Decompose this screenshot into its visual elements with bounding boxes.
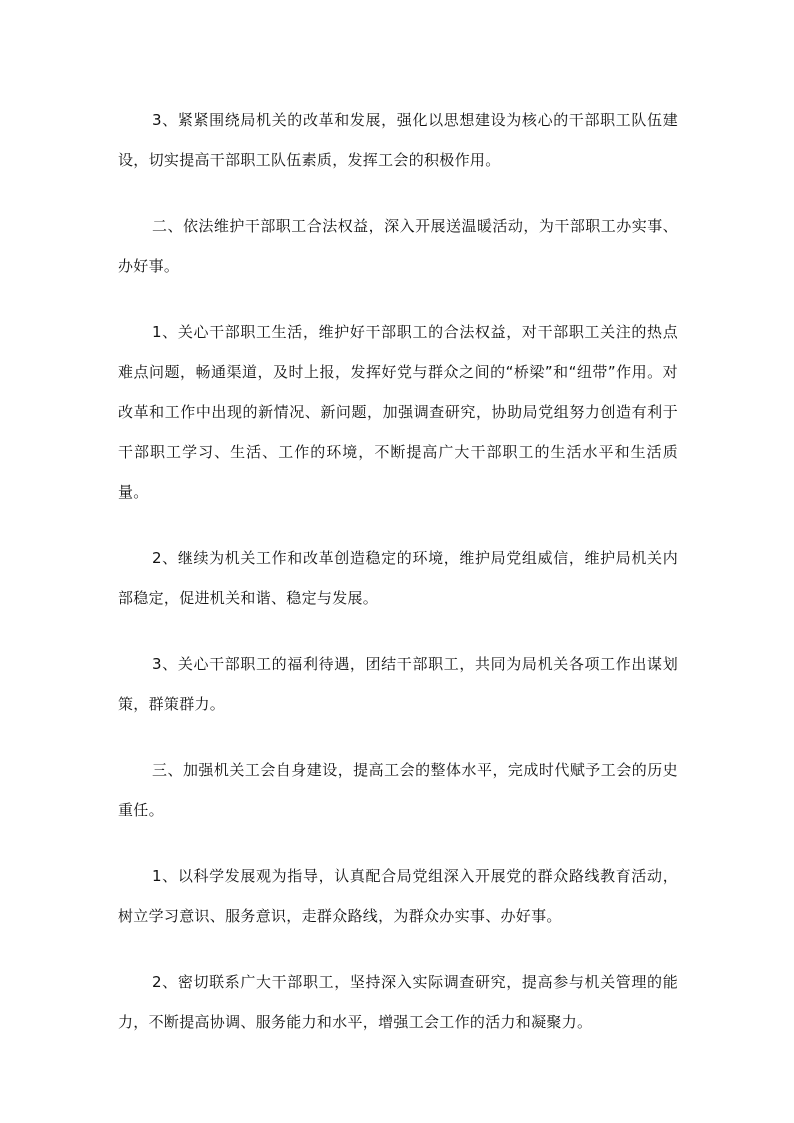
paragraph-7: 1、以科学发展观为指导，认真配合局党组深入开展党的群众路线教育活动，树立学习意识、服务意识，走群众路线，为群众办实事、办好事。 bbox=[118, 867, 678, 925]
paragraph-1: 3、紧紧围绕局机关的改革和发展，强化以思想建设为核心的干部职工队伍建设，切实提高干部职工队伍素质，发挥工会的积极作用。 bbox=[118, 111, 678, 169]
paragraph-4: 2、继续为机关工作和改革创造稳定的环境，维护局党组威信，维护局机关内部稳定，促进机关和谐、稳定与发展。 bbox=[118, 549, 678, 607]
paragraph-5: 3、关心干部职工的福利待遇，团结干部职工，共同为局机关各项工作出谋划策，群策群力。 bbox=[118, 655, 678, 713]
document-body bbox=[118, 100, 678, 1068]
paragraph-3: 1、关心干部职工生活，维护好干部职工的合法权益，对干部职工关注的热点难点问题，畅通渠道，及时上报，发挥好党与群众之间的“桥梁”和“纽带”作用。对改革和工作中出现的新情况、新问题，加强调查研究，协助局党组努力创造有利于干部职工学习、生活、工作的环境，不断提高广大干部职工的生活水平和生活质量。 bbox=[118, 323, 678, 501]
paragraph-8: 2、密切联系广大干部职工，坚持深入实际调查研究，提高参与机关管理的能力，不断提高协调、服务能力和水平，增强工会工作的活力和凝聚力。 bbox=[118, 973, 678, 1031]
paragraph-2: 二、依法维护干部职工合法权益，深入开展送温暖活动，为干部职工办实事、办好事。 bbox=[118, 217, 678, 275]
paragraph-6: 三、加强机关工会自身建设，提高工会的整体水平，完成时代赋予工会的历史重任。 bbox=[118, 761, 678, 819]
